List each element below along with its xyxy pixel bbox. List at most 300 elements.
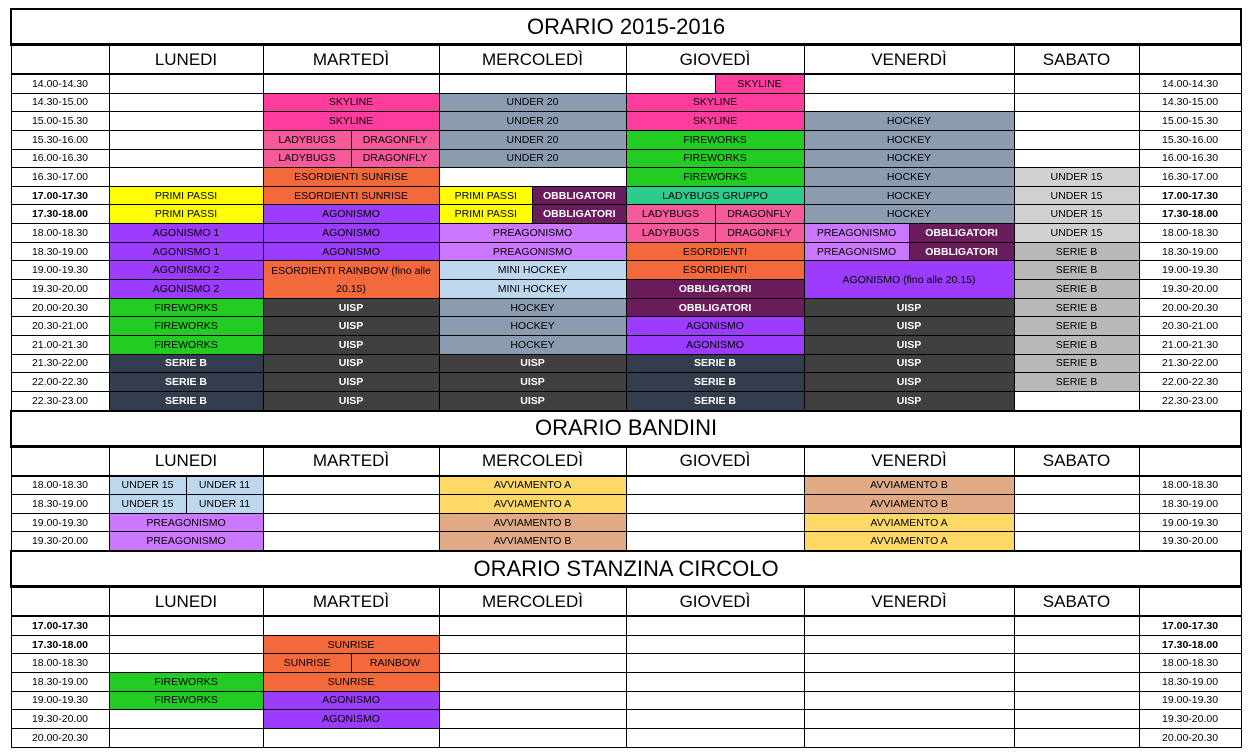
header-spacer [11,45,109,75]
split-activity-cell [439,205,626,224]
empty-slot [439,616,626,635]
time-slot: 18.00-18.30 [1139,654,1241,673]
empty-slot [626,495,804,514]
activity-cell: UNDER 20 [439,93,626,112]
activity-cell: FIREWORKS [109,335,263,354]
activity-cell: SERIE B [109,391,263,410]
schedule-row [11,317,1241,336]
time-slot: 18.30-19.00 [11,242,109,261]
empty-slot [804,93,1014,112]
schedule-sheet [10,8,1240,748]
activity-cell: UISP [263,391,439,410]
empty-slot [626,691,804,710]
activity-cell: SERIE B [1014,280,1139,299]
day-header: GIOVEDÌ [626,45,804,75]
empty-slot [804,710,1014,729]
time-slot: 17.00-17.30 [11,616,109,635]
activity-cell: AVVIAMENTO A [439,495,626,514]
empty-slot [109,112,263,131]
time-slot: 16.00-16.30 [11,149,109,168]
activity-cell: PREAGONISMO [439,224,626,243]
empty-slot [1014,673,1139,692]
activity-cell: PREAGONISMO [439,242,626,261]
activity-label: DRAGONFLY [715,224,804,242]
day-header: LUNEDI [109,45,263,75]
activity-cell: AGONISMO 1 [109,242,263,261]
time-slot: 19.30-20.00 [1139,710,1241,729]
empty-slot [109,635,263,654]
time-slot: 19.30-20.00 [11,280,109,299]
time-slot: 20.00-20.30 [11,298,109,317]
activity-cell: ESORDIENTI [626,261,804,280]
schedule-row [11,513,1241,532]
empty-slot [439,168,626,187]
empty-slot [439,673,626,692]
time-slot: 17.00-17.30 [11,186,109,205]
activity-label: RAINBOW [351,654,439,672]
activity-cell: UISP [804,391,1014,410]
time-slot: 20.00-20.30 [1139,298,1241,317]
time-slot: 17.00-17.30 [1139,186,1241,205]
schedule-row [11,673,1241,692]
empty-slot [626,513,804,532]
activity-label: LADYBUGS [264,150,351,168]
empty-slot [1014,654,1139,673]
time-slot: 21.30-22.00 [11,354,109,373]
schedule-row [11,149,1241,168]
split-activity-pair [440,187,626,205]
empty-slot [1014,149,1139,168]
time-slot: 19.00-19.30 [1139,691,1241,710]
empty-slot [626,476,804,495]
split-activity-pair [805,243,1014,261]
activity-cell: UISP [804,335,1014,354]
schedule-row [11,354,1241,373]
empty-slot [109,710,263,729]
activity-cell: SERIE B [1014,335,1139,354]
day-header: SABATO [1014,446,1139,476]
time-slot: 18.00-18.30 [1139,224,1241,243]
time-slot: 17.30-18.00 [11,205,109,224]
time-slot: 19.30-20.00 [11,710,109,729]
split-activity-cell [804,242,1014,261]
time-slot: 15.00-15.30 [1139,112,1241,131]
empty-slot [263,476,439,495]
empty-slot [109,149,263,168]
activity-cell: HOCKEY [804,168,1014,187]
split-activity-cell [804,224,1014,243]
schedule-row [11,112,1241,131]
activity-label: SUNRISE [264,654,351,672]
activity-cell: SERIE B [1014,317,1139,336]
time-slot: 20.30-21.00 [1139,317,1241,336]
activity-label: UNDER 11 [186,477,263,495]
activity-cell: AVVIAMENTO A [804,532,1014,551]
activity-cell: AVVIAMENTO B [804,495,1014,514]
schedule-row [11,261,1241,280]
empty-slot [626,635,804,654]
activity-cell: UNDER 15 [1014,224,1139,243]
activity-cell: AGONISMO 2 [109,261,263,280]
empty-slot [626,710,804,729]
activity-cell: FIREWORKS [109,673,263,692]
activity-cell: AGONISMO [263,242,439,261]
day-header: VENERDÌ [804,45,1014,75]
time-slot: 15.30-16.00 [1139,130,1241,149]
day-header: LUNEDI [109,446,263,476]
time-slot: 18.30-19.00 [1139,673,1241,692]
activity-label: SKYLINE [715,75,804,93]
activity-cell: HOCKEY [439,298,626,317]
schedule-row [11,186,1241,205]
activity-cell: UNDER 20 [439,112,626,131]
empty-slot [626,728,804,747]
empty-slot [1014,112,1139,131]
activity-cell: HOCKEY [439,317,626,336]
activity-cell: AGONISMO [263,691,439,710]
activity-cell: AVVIAMENTO B [439,532,626,551]
activity-cell: SERIE B [1014,261,1139,280]
empty-slot [1014,74,1139,93]
time-slot: 21.00-21.30 [11,335,109,354]
activity-label: PRIMI PASSI [440,187,533,205]
time-slot: 14.30-15.00 [1139,93,1241,112]
empty-slot [109,130,263,149]
split-activity-cell [109,495,263,514]
time-slot: 15.00-15.30 [11,112,109,131]
activity-cell: FIREWORKS [109,691,263,710]
day-header: GIOVEDÌ [626,587,804,617]
schedule-row [11,224,1241,243]
section-title: ORARIO BANDINI [11,411,1241,447]
day-header: MERCOLEDÌ [439,587,626,617]
time-slot: 19.30-20.00 [11,532,109,551]
activity-cell: UISP [804,373,1014,392]
schedule-row [11,298,1241,317]
activity-cell: UISP [804,298,1014,317]
empty-slot [1014,391,1139,410]
split-activity-pair [264,150,439,168]
split-activity-cell [109,476,263,495]
activity-cell: SUNRISE [263,673,439,692]
activity-cell: SERIE B [109,354,263,373]
time-slot: 18.00-18.30 [11,654,109,673]
activity-cell: SKYLINE [626,93,804,112]
time-slot: 17.30-18.00 [1139,635,1241,654]
day-header: MERCOLEDÌ [439,45,626,75]
activity-label: DRAGONFLY [351,150,439,168]
time-slot: 19.00-19.30 [1139,261,1241,280]
activity-cell: UISP [263,335,439,354]
activity-cell: FIREWORKS [109,298,263,317]
activity-cell: UISP [804,354,1014,373]
empty-slot [263,728,439,747]
time-slot: 16.30-17.00 [11,168,109,187]
activity-label: LADYBUGS [627,205,715,223]
activity-cell: UISP [439,373,626,392]
activity-label: OBBLIGATORI [532,205,626,223]
activity-cell: UISP [263,298,439,317]
schedule-row [11,373,1241,392]
activity-label: DRAGONFLY [715,205,804,223]
activity-cell: FIREWORKS [109,317,263,336]
split-activity-pair [264,654,439,672]
split-activity-cell [626,224,804,243]
schedule-row [11,691,1241,710]
empty-slot [263,616,439,635]
time-slot: 14.00-14.30 [1139,74,1241,93]
empty-slot [1014,93,1139,112]
activity-label: OBBLIGATORI [909,243,1014,261]
activity-cell: SERIE B [626,354,804,373]
time-slot: 18.00-18.30 [11,224,109,243]
time-slot: 22.00-22.30 [11,373,109,392]
activity-cell: MINI HOCKEY [439,261,626,280]
activity-cell: SERIE B [1014,354,1139,373]
empty-slot [804,728,1014,747]
activity-cell: ESORDIENTI RAINBOW (fino alle 20.15) [263,261,439,298]
activity-cell: AVVIAMENTO B [804,476,1014,495]
activity-cell: AGONISMO (fino alle 20.15) [804,261,1014,298]
empty-slot [109,728,263,747]
empty-slot [109,74,263,93]
empty-slot [263,532,439,551]
time-slot: 18.00-18.30 [1139,476,1241,495]
schedule-row [11,728,1241,747]
activity-cell: SKYLINE [263,112,439,131]
activity-cell: UISP [804,317,1014,336]
time-slot: 20.30-21.00 [11,317,109,336]
activity-cell: SERIE B [626,373,804,392]
activity-label: DRAGONFLY [351,131,439,149]
split-activity-pair [805,224,1014,242]
time-slot: 15.30-16.00 [11,130,109,149]
day-header: SABATO [1014,45,1139,75]
time-slot: 19.00-19.30 [1139,513,1241,532]
empty-slot [804,654,1014,673]
schedule-row [11,391,1241,410]
time-slot: 17.30-18.00 [1139,205,1241,224]
empty-slot [804,635,1014,654]
activity-cell: FIREWORKS [626,149,804,168]
activity-cell: HOCKEY [804,130,1014,149]
time-slot: 19.00-19.30 [11,513,109,532]
time-slot: 20.00-20.30 [1139,728,1241,747]
schedule-row [11,710,1241,729]
empty-slot [627,75,715,93]
split-activity-pair [110,477,263,495]
split-activity-pair [440,205,626,223]
split-activity-cell [263,149,439,168]
empty-slot [804,74,1014,93]
activity-cell: AVVIAMENTO B [439,513,626,532]
activity-cell: PREAGONISMO [109,532,263,551]
activity-cell: SERIE B [1014,298,1139,317]
activity-cell: PRIMI PASSI [109,186,263,205]
activity-cell: PREAGONISMO [109,513,263,532]
activity-cell: SKYLINE [626,112,804,131]
empty-slot [109,654,263,673]
schedule-table [10,8,1242,748]
day-header: GIOVEDÌ [626,446,804,476]
time-slot: 20.00-20.30 [11,728,109,747]
activity-label: OBBLIGATORI [909,224,1014,242]
split-activity-pair [264,131,439,149]
split-activity-pair [627,205,804,223]
activity-label: UNDER 15 [110,495,186,513]
header-spacer [11,587,109,617]
header-spacer [1139,45,1241,75]
section-title: ORARIO 2015-2016 [11,9,1241,45]
empty-slot [1014,635,1139,654]
day-header: MARTEDÌ [263,446,439,476]
activity-cell: SUNRISE [263,635,439,654]
time-slot: 16.00-16.30 [1139,149,1241,168]
activity-cell: UNDER 15 [1014,168,1139,187]
day-header: LUNEDI [109,587,263,617]
activity-cell: AGONISMO [626,317,804,336]
activity-cell: AVVIAMENTO A [804,513,1014,532]
empty-slot [439,635,626,654]
activity-cell: SKYLINE [263,93,439,112]
activity-cell: FIREWORKS [626,130,804,149]
activity-cell: AVVIAMENTO A [439,476,626,495]
empty-slot [1014,710,1139,729]
day-header: VENERDÌ [804,587,1014,617]
activity-cell: AGONISMO [263,224,439,243]
activity-cell: UISP [263,354,439,373]
activity-cell: UNDER 15 [1014,186,1139,205]
activity-cell: AGONISMO 1 [109,224,263,243]
activity-cell: UISP [263,317,439,336]
empty-slot [439,654,626,673]
time-slot: 19.30-20.00 [1139,280,1241,299]
activity-cell: HOCKEY [804,112,1014,131]
activity-cell: UNDER 15 [1014,205,1139,224]
split-activity-cell [626,205,804,224]
activity-label: UNDER 11 [186,495,263,513]
time-slot: 22.30-23.00 [11,391,109,410]
time-slot: 19.00-19.30 [11,261,109,280]
time-slot: 22.30-23.00 [1139,391,1241,410]
time-slot: 21.30-22.00 [1139,354,1241,373]
empty-slot [1014,691,1139,710]
empty-slot [804,673,1014,692]
empty-slot [1014,130,1139,149]
activity-cell: AGONISMO [263,205,439,224]
split-activity-pair [627,224,804,242]
schedule-row [11,130,1241,149]
activity-cell: FIREWORKS [626,168,804,187]
header-spacer [1139,587,1241,617]
day-header: MERCOLEDÌ [439,446,626,476]
schedule-row [11,635,1241,654]
schedule-row [11,532,1241,551]
empty-slot [439,728,626,747]
schedule-row [11,280,1241,299]
empty-slot [1014,728,1139,747]
time-slot: 22.00-22.30 [1139,373,1241,392]
time-slot: 17.30-18.00 [11,635,109,654]
empty-slot [1014,495,1139,514]
schedule-row [11,616,1241,635]
activity-cell: HOCKEY [804,149,1014,168]
activity-cell: MINI HOCKEY [439,280,626,299]
empty-slot [263,74,439,93]
empty-slot [109,168,263,187]
activity-cell: ESORDIENTI SUNRISE [263,186,439,205]
empty-slot [439,691,626,710]
activity-label: PREAGONISMO [805,224,909,242]
activity-label: UNDER 15 [110,477,186,495]
activity-cell: HOCKEY [804,205,1014,224]
activity-cell: SERIE B [1014,242,1139,261]
time-slot: 14.00-14.30 [11,74,109,93]
activity-cell: ESORDIENTI SUNRISE [263,168,439,187]
time-slot: 14.30-15.00 [11,93,109,112]
header-spacer [1139,446,1241,476]
schedule-row [11,242,1241,261]
split-activity-cell [626,74,804,93]
activity-cell: UISP [439,391,626,410]
day-header: MARTEDÌ [263,587,439,617]
time-slot: 18.30-19.00 [11,495,109,514]
day-header: VENERDÌ [804,446,1014,476]
split-activity-cell [439,186,626,205]
time-slot: 18.00-18.30 [11,476,109,495]
time-slot: 16.30-17.00 [1139,168,1241,187]
time-slot: 19.30-20.00 [1139,532,1241,551]
empty-slot [263,495,439,514]
activity-cell: UNDER 20 [439,130,626,149]
activity-cell: AGONISMO [263,710,439,729]
empty-slot [1014,532,1139,551]
empty-slot [804,616,1014,635]
empty-slot [626,616,804,635]
activity-cell: PRIMI PASSI [109,205,263,224]
schedule-row [11,93,1241,112]
activity-cell: OBBLIGATORI [626,280,804,299]
activity-cell: UISP [263,373,439,392]
activity-cell: SERIE B [626,391,804,410]
activity-cell: AGONISMO [626,335,804,354]
empty-slot [626,654,804,673]
activity-cell: UNDER 20 [439,149,626,168]
section-title: ORARIO STANZINA CIRCOLO [11,551,1241,587]
activity-label: PRIMI PASSI [440,205,533,223]
activity-cell: OBBLIGATORI [626,298,804,317]
activity-cell: SERIE B [1014,373,1139,392]
split-activity-cell [263,654,439,673]
activity-label: OBBLIGATORI [532,187,626,205]
activity-label: LADYBUGS [627,224,715,242]
schedule-row [11,476,1241,495]
schedule-row [11,168,1241,187]
empty-slot [109,93,263,112]
split-activity-pair [110,495,263,513]
activity-cell: SERIE B [109,373,263,392]
header-spacer [11,446,109,476]
schedule-row [11,654,1241,673]
empty-slot [804,691,1014,710]
empty-slot [626,673,804,692]
empty-slot [439,710,626,729]
activity-cell: ESORDIENTI [626,242,804,261]
schedule-row [11,335,1241,354]
empty-slot [439,74,626,93]
activity-cell: UISP [439,354,626,373]
time-slot: 17.00-17.30 [1139,616,1241,635]
